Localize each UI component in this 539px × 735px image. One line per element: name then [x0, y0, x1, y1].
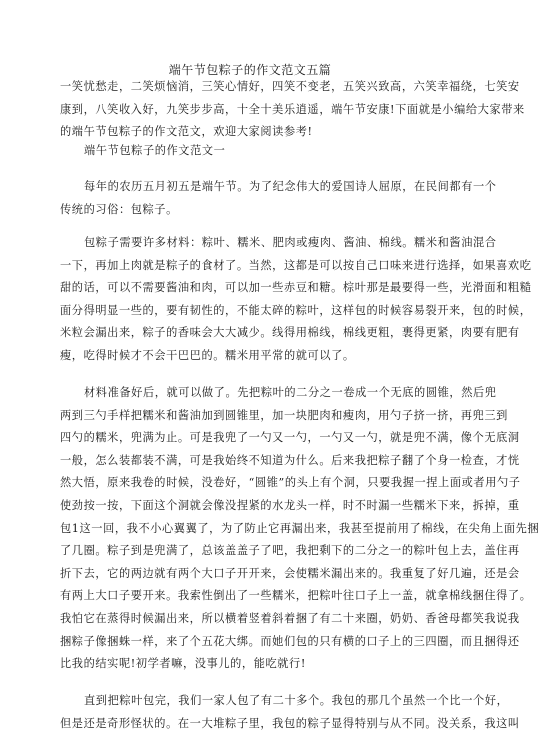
paragraph-line: 甜的话，可以不需要酱油和肉，可以加一些赤豆和糖。棕叶那是最要得一些，光滑面和粗糙: [60, 281, 532, 295]
paragraph-line: 然大悟，原来我卷的时候，没卷好，“圆锥”的头上有个洞，只要我握一捏上面或者用勺子: [60, 476, 521, 490]
paragraph-line: 瘦，吃得时候才不会干巴巴的。糯米用平常的就可以了。: [60, 348, 355, 362]
paragraph-line: 一般，怎么装都装不满，可是我始终不知道为什么。后来我把粽子翻了个身一检查，才恍: [60, 453, 520, 467]
paragraph-line: 了几圈。粽子到是兜满了，总该盖盖子了吧，我把剩下的二分之一的粽叶包上去，盖住再: [60, 544, 520, 558]
intro-line: 康到，八笑收入好，九笑步步高，十全十美乐逍遥，端午节安康!下面就是小编给大家带来: [60, 102, 525, 116]
paragraph-line: 材料准备好后，就可以做了。先把粽叶的二分之一卷成一个无底的圆锥，然后兜: [84, 386, 497, 399]
paragraph-line: 面分得明显一些的，要有韧性的，不能太碎的粽叶，这样包的时候容易裂开来，包的时候，: [60, 303, 532, 317]
paragraph-line: 米粒会漏出来，粽子的香味会大大减少。线得用棉线，棉线更粗，裹得更紧，肉要有肥有: [60, 326, 520, 340]
section-title: 端午节包粽子的作文范文一: [84, 144, 226, 157]
paragraph-line: 包1这一回，我不小心翼翼了，为了防止它再漏出来，我甚至提前用了棉线，在尖角上面先捆: [60, 521, 539, 535]
intro-line: 一笑忧愁走，二笑烦恼消，三笑心情好，四笑不变老，五笑兴致高，六笑幸福绕，七笑安: [60, 80, 520, 93]
paragraph-line: 直到把粽叶包完，我们一家人包了有二十多个。我包的那几个虽然一个比一个好，: [84, 694, 509, 707]
paragraph-3: [60, 382, 539, 676]
paragraph-line: 但是还是奇形怪状的。在一大堆粽子里，我包的粽子显得特别与从不同。没关系，我这叫: [60, 716, 520, 730]
paragraph-line: 传统的习俗：包粽子。: [60, 202, 178, 216]
paragraph-line: 有两上大口子要开来。我索性倒出了一些糯米，把粽叶往口子上一盖，就拿棉线捆住得了。: [60, 589, 532, 603]
paragraph-line: 两到三勺手样把糯米和酱油加到圆锥里，加一块肥肉和瘦肉，用勺子挤一挤，再兜三到: [60, 408, 508, 422]
document-title: 端午节包粽子的作文范文五篇: [168, 63, 332, 77]
paragraph-line: 包粽子需要许多材料：粽叶、糯米、肥肉或瘦肉、酱油、棉线。糯米和酱油混合: [84, 236, 497, 249]
paragraph-line: 使劲按一按，下面这个洞就会像没捏紧的水龙头一样，时不时漏一些糯米下来，拆掉，重: [60, 498, 520, 512]
paragraph-line: 四勺的糯米，兜满为止。可是我兜了一勺又一勺，一勺又一勺，就是兜不满，像个无底洞: [60, 431, 520, 445]
paragraph-4: [60, 690, 520, 735]
paragraph-line: 每年的农历五月初五是端午节。为了纪念伟大的爱国诗人屈原，在民间都有一个: [84, 180, 497, 193]
paragraph-line: 折下去，它的两边就有两个大口子开开来，会使糯米漏出来的。我重复了好几遍，还是会: [60, 566, 520, 580]
paragraph-line: 我怕它在蒸得时候漏出来，所以横着竖着斜着捆了有二十来圈，奶奶、香爸母都笑我说我: [60, 611, 520, 625]
paragraph-2: [60, 232, 532, 368]
intro-paragraph: [60, 76, 525, 144]
intro-line: 的端午节包粽子的作文范文，欢迎大家阅读参考!: [60, 125, 313, 139]
paragraph-line: 比我的结实呢!初学者嘛，没事儿的，能吃就行!: [60, 657, 306, 671]
paragraph-line: 一下，再加上肉就是粽子的食材了。当然，这都是可以按自己口味来进行选择，如果喜欢吃: [60, 258, 532, 272]
paragraph-line: 捆粽子像捆蛛一样，来了个五花大绑。而她们包的只有横的口子上的三四圈，而且捆得还: [60, 634, 520, 648]
paragraph-1: [60, 176, 497, 221]
